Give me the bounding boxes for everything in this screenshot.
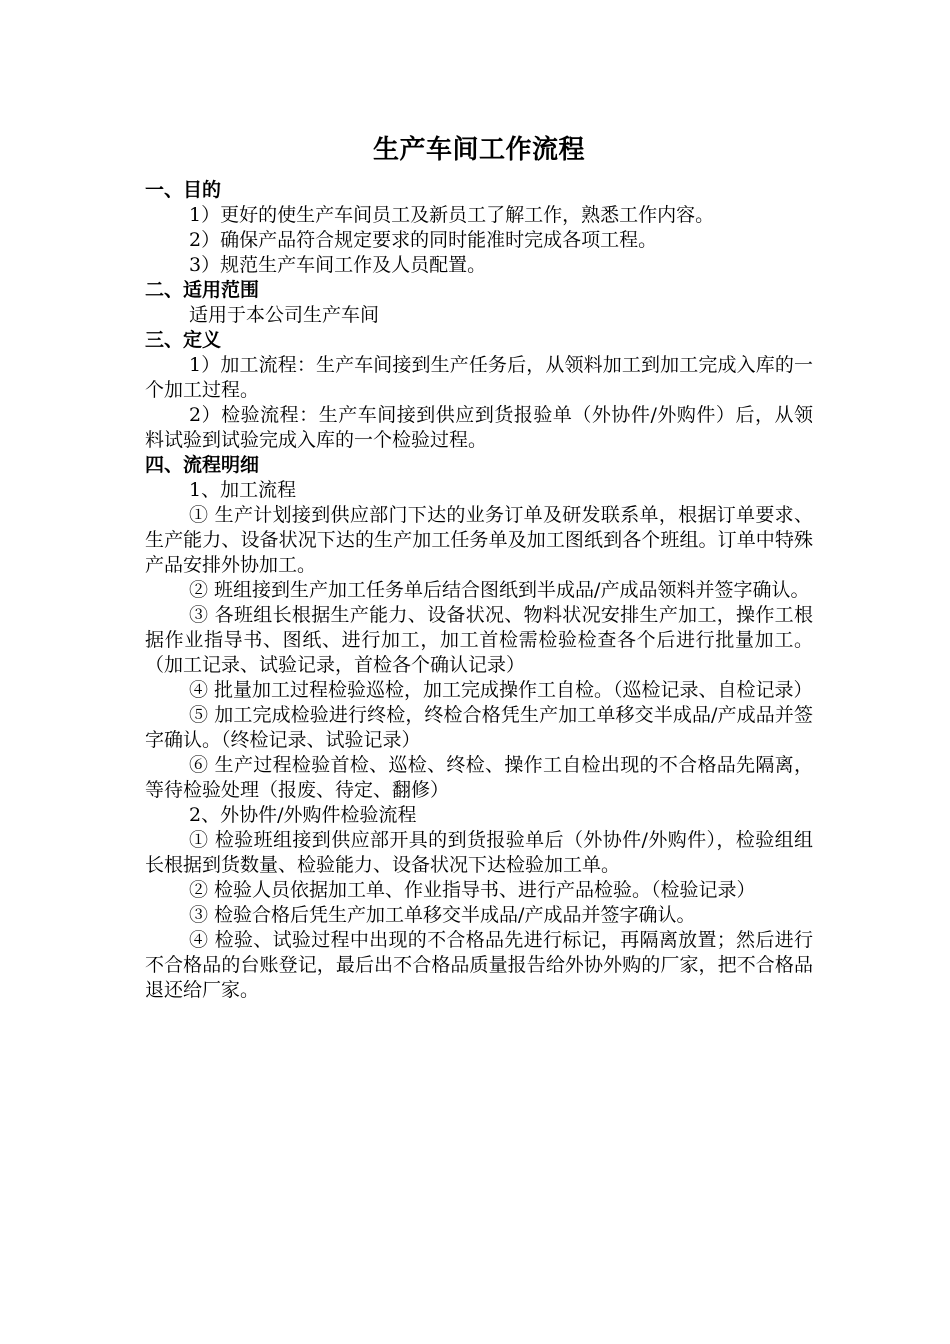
subheading: 1、加工流程: [189, 479, 297, 501]
section-heading: 三、定义: [145, 329, 222, 351]
paragraph: 2）确保产品符合规定要求的同时能准时完成各项工程。: [189, 229, 658, 251]
paragraph: ① 生产计划接到供应部门下达的业务订单及研发联系单，根据订单要求、生产能力、设备状况下达的生产加工任务单及加工图纸到各个班组。订单中特殊产品安排外协加工。: [145, 504, 813, 576]
subheading: 2、外协件/外购件检验流程: [189, 804, 417, 826]
section-purpose: [145, 178, 813, 278]
paragraph: ② 检验人员依据加工单、作业指导书、进行产品检验。（检验记录）: [189, 879, 756, 901]
paragraph: 3）规范生产车间工作及人员配置。: [189, 254, 487, 276]
paragraph: 2）检验流程：生产车间接到供应到货报验单（外协件/外购件）后，从领料试验到试验完成入库的一个检验过程。: [145, 404, 813, 451]
paragraph: ③ 各班组长根据生产能力、设备状况、物料状况安排生产加工，操作工根据作业指导书、图纸、进行加工，加工首检需检验检查各个后进行批量加工。（加工记录、试验记录，首检各个确认记录）: [145, 604, 813, 676]
paragraph: 适用于本公司生产车间: [189, 304, 380, 326]
paragraph: 1）更好的使生产车间员工及新员工了解工作，熟悉工作内容。: [189, 204, 715, 226]
paragraph: ② 班组接到生产加工任务单后结合图纸到半成品/产成品领料并签字确认。: [189, 579, 810, 601]
section-heading: 四、流程明细: [145, 454, 260, 476]
section-heading: 二、适用范围: [145, 279, 260, 301]
section-definitions: [145, 328, 813, 453]
paragraph: ③ 检验合格后凭生产加工单移交半成品/产成品并签字确认。: [189, 904, 696, 926]
document-body: [145, 130, 813, 1003]
paragraph: ① 检验班组接到供应部开具的到货报验单后（外协件/外购件），检验组组长根据到货数量、检验能力、设备状况下达检验加工单。: [145, 829, 813, 876]
document-title: 生产车间工作流程: [372, 135, 585, 165]
paragraph: ⑥ 生产过程检验首检、巡检、终检、操作工自检出现的不合格品先隔离，等待检验处理（报废、待定、翻修）: [145, 754, 813, 801]
paragraph: ④ 检验、试验过程中出现的不合格品先进行标记，再隔离放置；然后进行不合格品的台账登记，最后出不合格品质量报告给外协外购的厂家，把不合格品退还给厂家。: [145, 929, 813, 1001]
paragraph: ⑤ 加工完成检验进行终检，终检合格凭生产加工单移交半成品/产成品并签字确认。（终检记录、试验记录）: [145, 704, 813, 751]
section-process-details: [145, 453, 813, 1003]
section-scope: [145, 278, 813, 328]
paragraph: 1）加工流程：生产车间接到生产任务后，从领料加工到加工完成入库的一个加工过程。: [145, 354, 813, 401]
section-heading: 一、目的: [145, 179, 222, 201]
paragraph: ④ 批量加工过程检验巡检，加工完成操作工自检。（巡检记录、自检记录）: [189, 679, 813, 701]
